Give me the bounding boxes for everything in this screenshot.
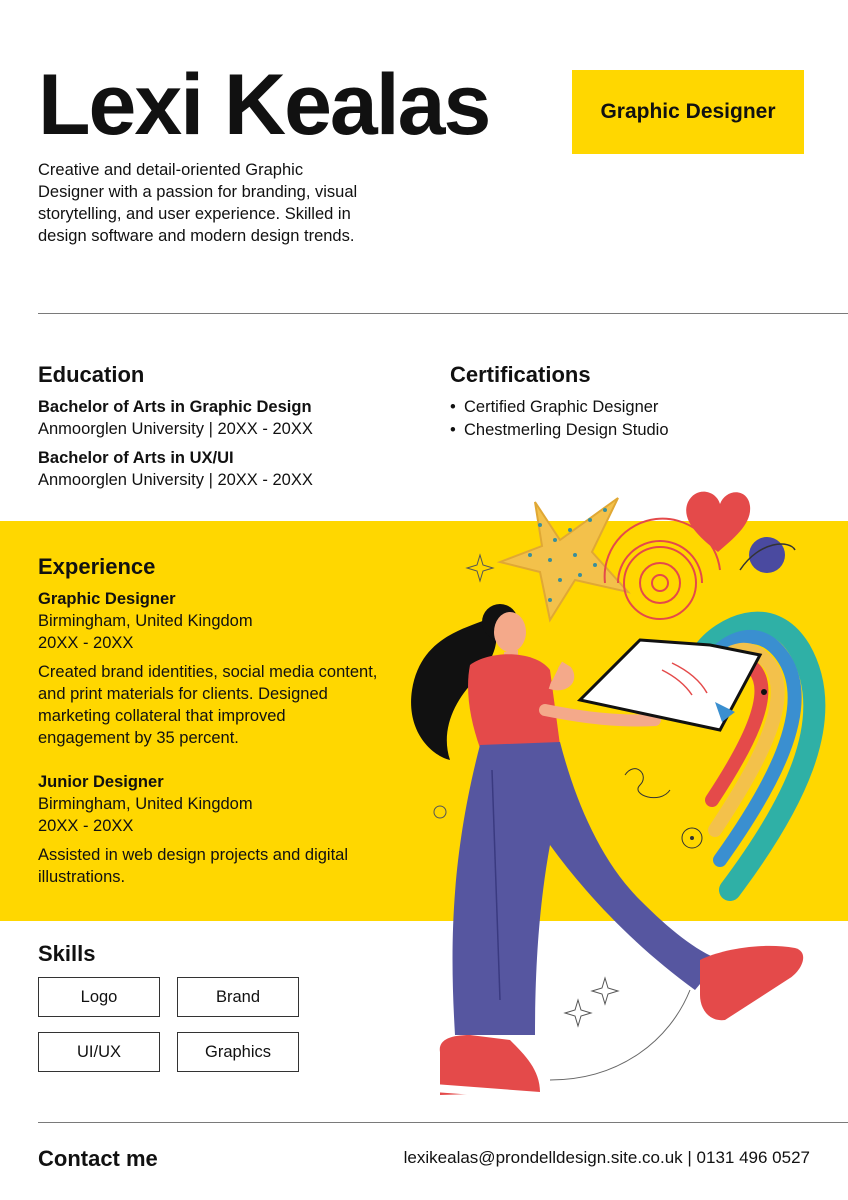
skill-tag: Logo — [38, 977, 160, 1017]
education-degree: Bachelor of Arts in Graphic Design — [38, 398, 312, 416]
education-school: Anmoorglen University | 20XX - 20XX — [38, 420, 313, 438]
star-shape — [500, 498, 628, 620]
job-location: Birmingham, United Kingdom — [38, 795, 253, 813]
job-dates: 20XX - 20XX — [38, 634, 134, 652]
role-badge — [572, 70, 804, 154]
top-divider — [38, 313, 848, 314]
job-description: Assisted in web design projects and digital illustrations. — [38, 846, 349, 886]
designer-illustration — [400, 480, 848, 1120]
bottom-divider — [38, 1122, 848, 1123]
experience-job — [38, 588, 378, 749]
skill-tag: Brand — [177, 977, 299, 1017]
experience-job — [38, 771, 378, 888]
job-title: Graphic Designer — [38, 590, 176, 608]
job-dates: 20XX - 20XX — [38, 817, 134, 835]
job-location: Birmingham, United Kingdom — [38, 612, 253, 630]
education-school: Anmoorglen University | 20XX - 20XX — [38, 471, 313, 489]
job-description: Created brand identities, social media content, and print materials for clients. Designed marketing collateral that improved engagement by 35 percent. — [38, 663, 378, 747]
education-list — [38, 396, 398, 491]
shirt-shape — [468, 654, 560, 748]
certifications-list — [450, 396, 669, 442]
certifications-heading: Certifications — [450, 362, 591, 387]
certification-item: • Certified Graphic Designer — [450, 396, 669, 418]
contact-heading: Contact me — [38, 1146, 158, 1171]
education-heading: Education — [38, 362, 145, 387]
contact-info: lexikealas@prondelldesign.site.co.uk | 0131 496 0527 — [403, 1148, 810, 1167]
skills-heading: Skills — [38, 941, 96, 966]
shoe-shape — [700, 946, 803, 1020]
skill-tag: Graphics — [177, 1032, 299, 1072]
education-degree: Bachelor of Arts in UX/UI — [38, 449, 234, 467]
skill-tag: UI/UX — [38, 1032, 160, 1072]
heart-shape — [686, 492, 750, 552]
summary-text: Creative and detail-oriented Graphic Designer with a passion for branding, visual storytelling, and user experience. Skilled in design software and modern design trends. — [38, 161, 358, 245]
resume-name: Lexi Kealas — [38, 57, 490, 153]
sparkle-icon — [467, 555, 493, 581]
job-title: Junior Designer — [38, 773, 164, 791]
role-label: Graphic Designer — [600, 100, 776, 123]
experience-heading: Experience — [38, 554, 156, 579]
spiral-shape — [605, 519, 720, 619]
certification-item: • Chestmerling Design Studio — [450, 419, 669, 441]
